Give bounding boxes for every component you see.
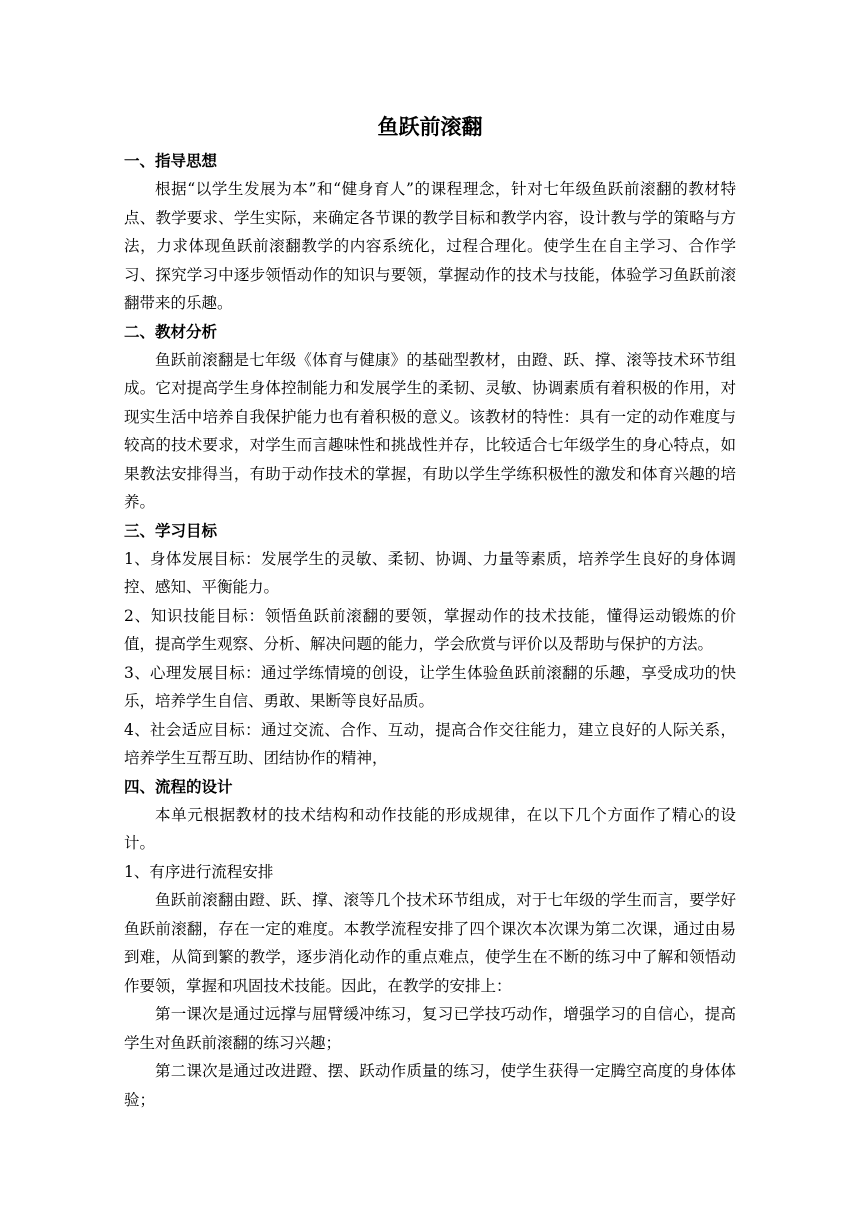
goal-item-social: 4、社会适应目标：通过交流、合作、互动，提高合作交往能力，建立良好的人际关系，培养学生互帮互助、团结协作的精神， (124, 720, 736, 767)
goal-item-psychological: 3、心理发展目标：通过学练情境的创设，让学生体验鱼跃前滚翻的乐趣，享受成功的快乐，培养学生自信、勇敢、果断等良好品质。 (124, 663, 736, 710)
process-paragraph-lesson-2: 第二课次是通过改进蹬、摆、跃动作质量的练习，使学生获得一定腾空高度的身体体验； (124, 1062, 736, 1109)
process-paragraph-lesson-1: 第一课次是通过远撑与屈臂缓冲练习，复习已学技巧动作，增强学习的自信心，提高学生对鱼跃前滚翻的练习兴趣； (124, 1005, 736, 1052)
document-page (124, 112, 736, 1114)
process-design-intro: 本单元根据教材的技术结构和动作技能的形成规律，在以下几个方面作了精心的设计。 (124, 805, 736, 852)
section-heading-process-design: 四、流程的设计 (124, 777, 233, 796)
document-title: 鱼跃前滚翻 (377, 115, 483, 139)
process-subheading: 1、有序进行流程安排 (124, 862, 274, 881)
goal-item-physical: 1、身体发展目标：发展学生的灵敏、柔韧、协调、力量等素质，培养学生良好的身体调控、感知、平衡能力。 (124, 549, 736, 596)
section-heading-material-analysis: 二、教材分析 (124, 322, 218, 341)
section-heading-guiding-thought: 一、指导思想 (124, 152, 218, 170)
goal-item-knowledge: 2、知识技能目标：领悟鱼跃前滚翻的要领，掌握动作的技术技能，懂得运动锻炼的价值，提高学生观察、分析、解决问题的能力，学会欣赏与评价以及帮助与保护的方法。 (124, 606, 736, 653)
process-paragraph: 鱼跃前滚翻由蹬、跃、撑、滚等几个技术环节组成，对于七年级的学生而言，要学好鱼跃前滚翻，存在一定的难度。本教学流程安排了四个课次本次课为第二次课，通过由易到难，从简到繁的教学，逐步消化动作的重点难点，使学生在不断的练习中了解和领悟动作要领，掌握和巩固技术技能。因此，在教学的安排上： (124, 891, 736, 995)
material-analysis-paragraph: 鱼跃前滚翻是七年级《体育与健康》的基础型教材，由蹬、跃、撑、滚等技术环节组成。它对提高学生身体控制能力和发展学生的柔韧、灵敏、协调素质有着积极的作用，对现实生活中培养自我保护能力也有着积极的意义。该教材的特性：具有一定的动作难度与较高的技术要求，对学生而言趣味性和挑战性并存，比较适合七年级学生的身心特点，如果教法安排得当，有助于动作技术的掌握，有助以学生学练积极性的激发和体育兴趣的培养。 (124, 350, 736, 511)
guiding-thought-paragraph: 根据“以学生发展为本”和“健身育人”的课程理念，针对七年级鱼跃前滚翻的教材特点、教学要求、学生实际，来确定各节课的教学目标和教学内容，设计教与学的策略与方法，力求体现鱼跃前滚翻教学的内容系统化，过程合理化。使学生在自主学习、合作学习、探究学习中逐步领悟动作的知识与要领，掌握动作的技术与技能，体验学习鱼跃前滚翻带来的乐趣。 (124, 180, 736, 312)
section-heading-learning-goals: 三、学习目标 (124, 521, 218, 540)
